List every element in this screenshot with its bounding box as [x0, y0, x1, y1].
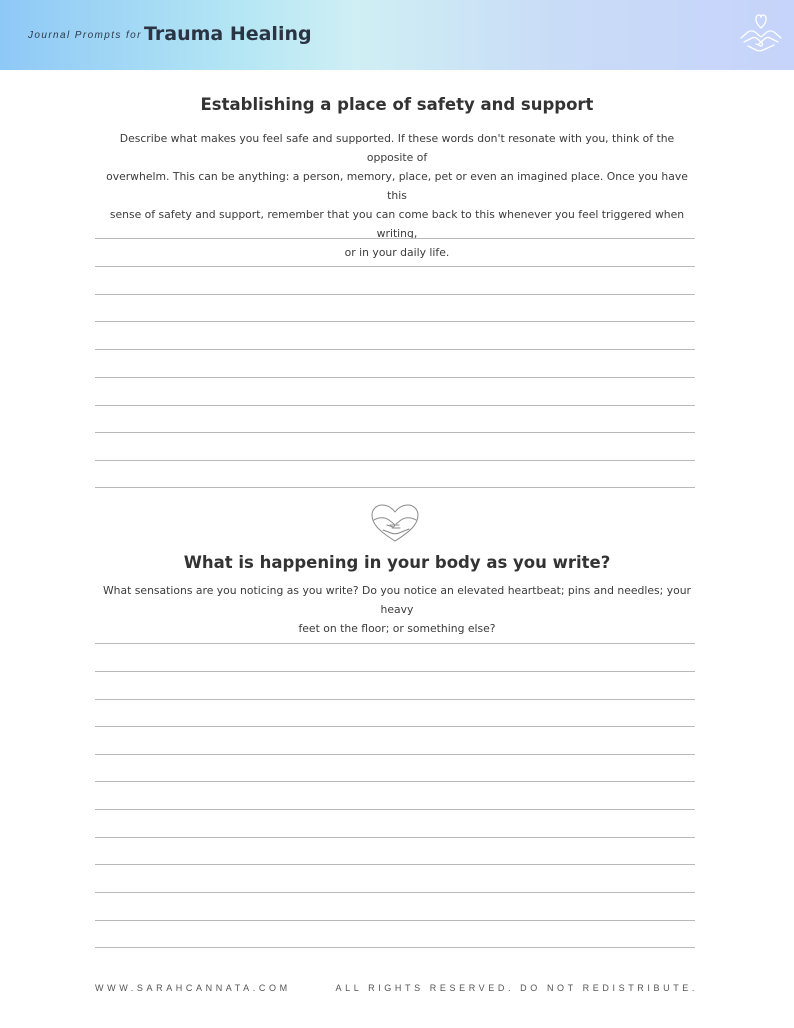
- prompt-line: What sensations are you noticing as you write? Do you notice an elevated heartbeat; pins and needles; your heavy: [103, 584, 691, 616]
- header-prefix: Journal Prompts for: [28, 30, 142, 41]
- section1-writing-lines[interactable]: [95, 238, 695, 490]
- writing-line[interactable]: [95, 405, 695, 406]
- writing-line[interactable]: [95, 837, 695, 838]
- writing-line[interactable]: [95, 920, 695, 921]
- footer-rights: ALL RIGHTS RESERVED. DO NOT REDISTRIBUTE.: [335, 983, 698, 993]
- writing-line[interactable]: [95, 349, 695, 350]
- writing-line[interactable]: [95, 460, 695, 461]
- writing-line[interactable]: [95, 321, 695, 322]
- writing-line[interactable]: [95, 671, 695, 672]
- header-banner: [0, 0, 794, 70]
- prompt-line: overwhelm. This can be anything: a person, memory, place, pet or even an imagined place. Once you have this: [106, 170, 688, 202]
- prompt-line: sense of safety and support, remember that you can come back to this whenever you feel triggered when writing,: [109, 208, 685, 240]
- writing-line[interactable]: [95, 487, 695, 488]
- writing-line[interactable]: [95, 294, 695, 295]
- header-title: Trauma Healing: [144, 23, 312, 45]
- section2-heading: What is happening in your body as you write?: [183, 553, 611, 572]
- writing-line[interactable]: [95, 432, 695, 433]
- writing-line[interactable]: [95, 377, 695, 378]
- prompt-line: feet on the floor; or something else?: [298, 622, 496, 635]
- writing-line[interactable]: [95, 809, 695, 810]
- section1-heading: Establishing a place of safety and support: [200, 95, 594, 114]
- heart-hands-icon: [738, 11, 784, 57]
- writing-line[interactable]: [95, 754, 695, 755]
- writing-line[interactable]: [95, 238, 695, 239]
- section2-writing-lines[interactable]: [95, 643, 695, 951]
- heart-hug-icon: [369, 503, 421, 543]
- writing-line[interactable]: [95, 726, 695, 727]
- writing-line[interactable]: [95, 781, 695, 782]
- writing-line[interactable]: [95, 864, 695, 865]
- prompt-line: or in your daily life.: [344, 246, 450, 259]
- prompt-line: Describe what makes you feel safe and supported. If these words don't resonate with you, think of the opposite of: [119, 132, 675, 164]
- writing-line[interactable]: [95, 947, 695, 948]
- footer-website: WWW.SARAHCANNATA.COM: [95, 983, 291, 993]
- writing-line[interactable]: [95, 699, 695, 700]
- writing-line[interactable]: [95, 266, 695, 267]
- section2-prompt: [97, 581, 697, 638]
- writing-line[interactable]: [95, 892, 695, 893]
- writing-line[interactable]: [95, 643, 695, 644]
